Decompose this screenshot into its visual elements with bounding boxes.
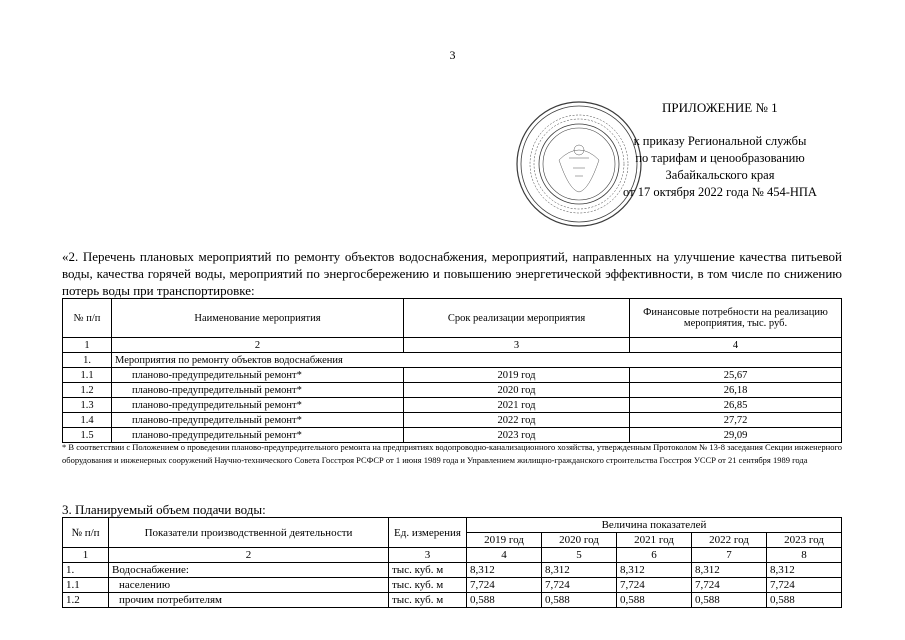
table-cell: 8,312 xyxy=(617,563,692,578)
table-cell: 7,724 xyxy=(692,578,767,593)
table-cell: 1.2 xyxy=(63,383,112,398)
table-cell: планово-предупредительный ремонт* xyxy=(112,398,404,413)
table-cell: тыс. куб. м xyxy=(389,563,467,578)
table-cell: 0,588 xyxy=(467,593,542,608)
table-cell: 2 xyxy=(109,548,389,563)
water-supply-table xyxy=(62,517,842,608)
table-cell: 1.3 xyxy=(63,398,112,413)
numbering-row xyxy=(63,338,842,353)
table-cell: 7,724 xyxy=(617,578,692,593)
table-cell: Мероприятия по ремонту объектов водоснабжения xyxy=(112,353,842,368)
table-cell: тыс. куб. м xyxy=(389,578,467,593)
table-row xyxy=(63,368,842,383)
table-cell: 1. xyxy=(63,353,112,368)
table-cell: 7 xyxy=(692,548,767,563)
table-cell: 1 xyxy=(63,338,112,353)
header-cell: Ед. измерения xyxy=(389,518,467,548)
table-cell: 2 xyxy=(112,338,404,353)
table-row xyxy=(63,413,842,428)
order-line: по тарифам и ценообразованию xyxy=(635,151,805,165)
page-number: 3 xyxy=(449,48,456,62)
table-row xyxy=(63,563,842,578)
table-cell: 8,312 xyxy=(542,563,617,578)
table-cell: тыс. куб. м xyxy=(389,593,467,608)
table-cell: 1 xyxy=(63,548,109,563)
appendix-title: ПРИЛОЖЕНИЕ № 1 xyxy=(662,100,778,115)
table-cell: 4 xyxy=(467,548,542,563)
table-cell: 8,312 xyxy=(767,563,842,578)
numbering-row xyxy=(63,548,842,563)
header-cell: Финансовые потребности на реализацию мероприятия, тыс. руб. xyxy=(630,299,842,338)
table-header-row xyxy=(63,299,842,338)
table-cell: 0,588 xyxy=(767,593,842,608)
table-cell: 26,18 xyxy=(630,383,842,398)
header-cell: № п/п xyxy=(63,299,112,338)
table-cell: 7,724 xyxy=(767,578,842,593)
footnote: * В соответствии с Положением о проведении планово-предупредительного ремонта на предприятиях водопроводно-канализационного хозяйства, утвержденным Протоколом № 13-8 заседания Секции инженерного оборудования и инженерных сооружений Научно-технического Совета Госстроя РСФСР от 1 июня 1989 года и Управлением жилищно-гражданского строительства Госстроя УССР от 21 сентября 1989 года xyxy=(62,442,842,465)
table-cell: 1.1 xyxy=(63,368,112,383)
header-cell: Наименование мероприятия xyxy=(112,299,404,338)
table-cell: прочим потребителям xyxy=(109,593,389,608)
year-cell: 2020 год xyxy=(542,533,617,548)
order-line: к приказу Региональной службы xyxy=(633,134,807,148)
table-cell: планово-предупредительный ремонт* xyxy=(112,428,404,443)
table-cell: 29,09 xyxy=(630,428,842,443)
table-cell: 1.5 xyxy=(63,428,112,443)
order-line: от 17 октября 2022 года № 454-НПА xyxy=(623,185,817,199)
order-reference xyxy=(600,133,840,201)
table-cell: 2021 год xyxy=(404,398,630,413)
header-cell: № п/п xyxy=(63,518,109,548)
year-cell: 2022 год xyxy=(692,533,767,548)
table-cell: 3 xyxy=(404,338,630,353)
year-cell: 2021 год xyxy=(617,533,692,548)
year-cell: 2019 год xyxy=(467,533,542,548)
table-cell: 7,724 xyxy=(467,578,542,593)
table-cell: 5 xyxy=(542,548,617,563)
table-row xyxy=(63,383,842,398)
table-cell: 3 xyxy=(389,548,467,563)
table-cell: 27,72 xyxy=(630,413,842,428)
table-cell: 2022 год xyxy=(404,413,630,428)
table-cell: 7,724 xyxy=(542,578,617,593)
header-cell: Срок реализации мероприятия xyxy=(404,299,630,338)
table-cell: 1.1 xyxy=(63,578,109,593)
table-cell: 2023 год xyxy=(404,428,630,443)
section2-heading: «2. Перечень плановых мероприятий по ремонту объектов водоснабжения, мероприятий, направленных на улучшение качества питьевой воды, качества горячей воды, мероприятий по энергосбережению и повышению энергетической эффективности, в том числе по снижению потерь воды при транспортировке: xyxy=(62,249,842,298)
table-cell: планово-предупредительный ремонт* xyxy=(112,383,404,398)
table-cell: Водоснабжение: xyxy=(109,563,389,578)
table-cell: 26,85 xyxy=(630,398,842,413)
table-cell: 25,67 xyxy=(630,368,842,383)
group-row xyxy=(63,353,842,368)
maintenance-table xyxy=(62,298,842,443)
table-cell: 8,312 xyxy=(692,563,767,578)
year-cell: 2023 год xyxy=(767,533,842,548)
table-cell: 0,588 xyxy=(617,593,692,608)
table-cell: планово-предупредительный ремонт* xyxy=(112,368,404,383)
table-row xyxy=(63,578,842,593)
table-cell: 2019 год xyxy=(404,368,630,383)
table-cell: населению xyxy=(109,578,389,593)
section3-heading: 3. Планируемый объем подачи воды: xyxy=(62,502,266,517)
table-cell: 0,588 xyxy=(542,593,617,608)
table-cell: 1.2 xyxy=(63,593,109,608)
table-cell: 1. xyxy=(63,563,109,578)
order-line: Забайкальского края xyxy=(665,168,775,182)
header-cell: Показатели производственной деятельности xyxy=(109,518,389,548)
header-cell: Величина показателей xyxy=(467,518,842,533)
table-row xyxy=(63,593,842,608)
table-cell: планово-предупредительный ремонт* xyxy=(112,413,404,428)
table-cell: 0,588 xyxy=(692,593,767,608)
table-cell: 8 xyxy=(767,548,842,563)
table-cell: 1.4 xyxy=(63,413,112,428)
table-header-row xyxy=(63,518,842,533)
table-row xyxy=(63,398,842,413)
table-cell: 2020 год xyxy=(404,383,630,398)
table-cell: 8,312 xyxy=(467,563,542,578)
table-cell: 6 xyxy=(617,548,692,563)
table-cell: 4 xyxy=(630,338,842,353)
